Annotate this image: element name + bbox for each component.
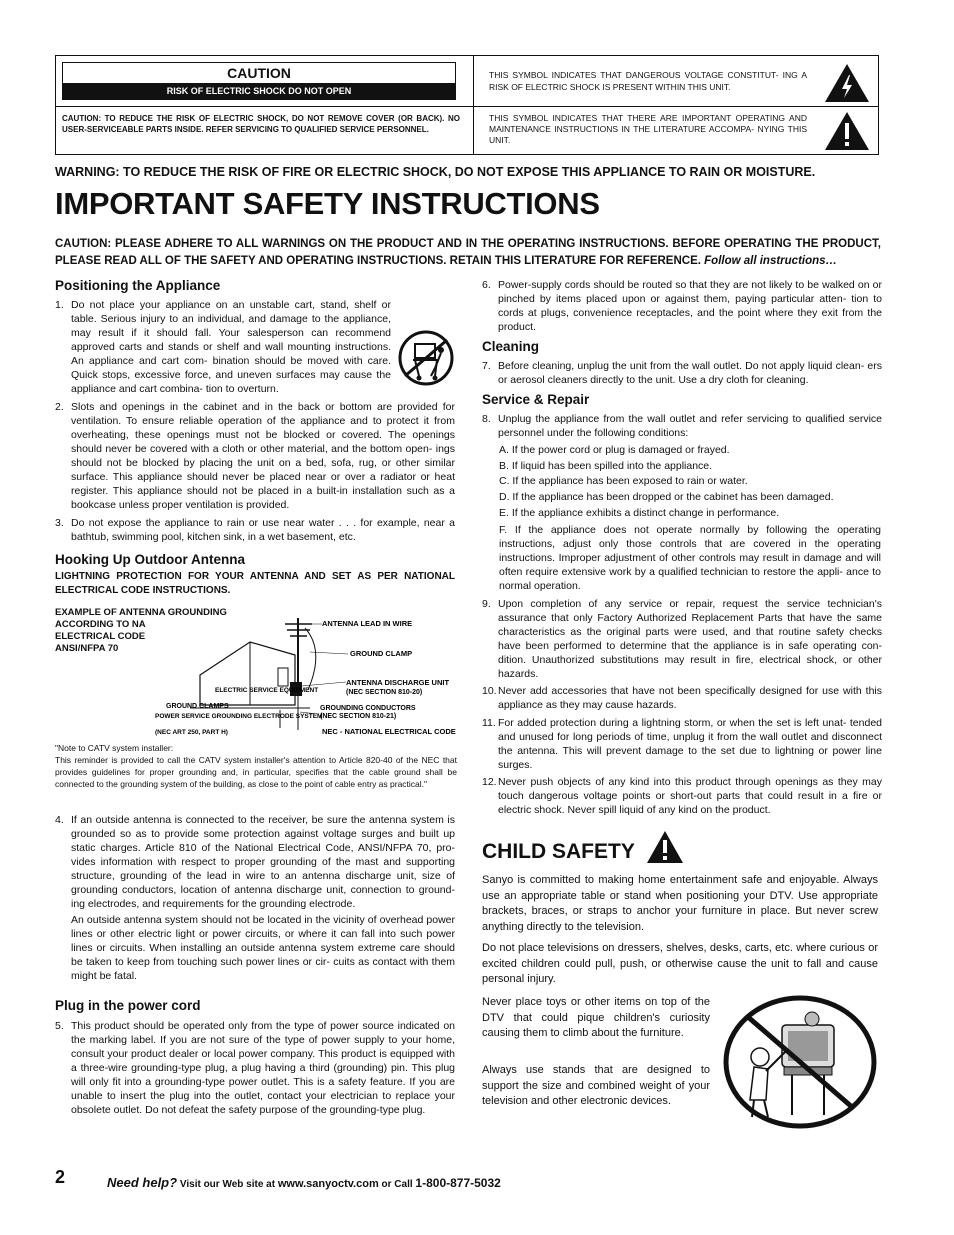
exclamation-triangle-icon — [646, 830, 684, 864]
sub-item: B. If liquid has been spilled into the appliance. — [499, 460, 713, 472]
cart-warning-icon — [397, 328, 455, 388]
list-item — [482, 716, 882, 772]
sub-item: D. If the appliance has been dropped or the cabinet has been damaged. — [499, 491, 834, 503]
label-nec1: (NEC SECTION 810-20) — [346, 689, 423, 696]
child-paragraph: Do not place televisions on dressers, shelves, desks, carts, etc. where curious or excited children could pull, push, or otherwise cause the unit to fall and cause personal injury. — [482, 942, 878, 985]
item-number: 12. — [482, 776, 497, 788]
caution-title: CAUTION — [227, 65, 291, 81]
list-item — [482, 278, 882, 334]
item-text: Do not expose the appliance to rain or use near water . . . for example, near a bathtub, swimming pool, kitchen sink, in a wet basement, etc. — [71, 517, 455, 543]
list-item — [482, 412, 882, 440]
exclamation-triangle-icon — [823, 110, 871, 152]
example-block: EXAMPLE OF ANTENNA GROUNDING ACCORDING TO NA ELECTRICAL CODE ANSI/NFPA 70 — [55, 607, 227, 654]
antenna-grounding-diagram — [150, 610, 460, 740]
cleaning-heading: Cleaning — [482, 339, 540, 354]
item-text: Never add accessories that have not been specifically designed for use with this appliance as they may cause hazards. — [498, 685, 882, 711]
label-ground-clamps: GROUND CLAMPS — [166, 703, 229, 710]
antenna-heading: Hooking Up Outdoor Antenna — [55, 552, 245, 567]
list-item — [482, 597, 882, 681]
lightning-triangle-icon — [823, 62, 871, 104]
caution-bar: RISK OF ELECTRIC SHOCK DO NOT OPEN — [63, 83, 455, 99]
power-heading: Plug in the power cord — [55, 998, 201, 1013]
item-number: 6. — [482, 279, 491, 291]
caution-label-box — [62, 62, 456, 100]
label-electric: ELECTRIC SERVICE EQUIPMENT — [215, 687, 319, 694]
positioning-heading: Positioning the Appliance — [55, 278, 221, 293]
caution-divider-horizontal — [56, 106, 878, 107]
symbol2-text: THIS SYMBOL INDICATES THAT THERE ARE IMPORTANT OPERATING AND MAINTENANCE INSTRUCTIONS IN THE LITERATURE ACCOMPA- NYING THIS UNIT. — [489, 113, 807, 145]
caution-box — [55, 55, 879, 155]
help-footer — [107, 1175, 501, 1190]
sub-item: F. If the appliance does not operate normally by following the operating instructions, adjust only those controls that are covered in the operating instructions. Improper adjustment of other controls may result in damage and will often require extensive work by a qualified technician to restore the appli- ance to normal operation. — [499, 524, 881, 592]
symbol1-text: THIS SYMBOL INDICATES THAT DANGEROUS VOLTAGE CONSTITUT- ING A RISK OF ELECTRIC SHOCK IS PRESENT WITHIN THIS UNIT. — [489, 70, 807, 92]
label-grounding-conductors: GROUNDING CONDUCTORS — [320, 705, 416, 712]
child-paragraph: Always use stands that are designed to support the size and combined weight of your television and other electronic devices. — [482, 1064, 710, 1107]
item-number: 5. — [55, 1020, 64, 1032]
service-heading: Service & Repair — [482, 392, 590, 407]
item-text: This product should be operated only from the type of power source indicated on the marking label. If you are not sure of the type of power supply to your home, consult your product dealer or local power company. This product is equipped with a three-wire grounding-type plug, a plug having a third (grounding) pin. This plug will only fit into a grounding-type power outlet. This is a safety feature. If you are unable to insert the plug into the outlet, contact your electrician to replace your obsolete outlet. Do not defeat the safety purpose of the grounding-type plug. — [71, 1020, 455, 1116]
label-nec2: (NEC SECTION 810-21) — [320, 713, 397, 720]
label-nec: NEC - NATIONAL ELECTRICAL CODE — [322, 727, 456, 736]
list-item — [482, 775, 882, 817]
item-text: For added protection during a lightning storm, or when the set is left unat- tended and unused for long periods of time, unplug it from the wall outlet and disconnect the antenna. This will prevent damage to the set due to lightning or power line surges. — [498, 717, 882, 771]
item-number: 3. — [55, 517, 64, 529]
item-text: Upon completion of any service or repair, request the service technician's assurance that only Factory Authorized Replacement Parts that have the same characteristics as the original parts were used, and that routine safety checks have been performed to determine that the appliance is in safe operating con- dition. Unauthorized substitutions may result in fire, electrical shock, or other hazards. — [498, 598, 882, 680]
catv-note: "Note to CATV system installer: This reminder is provided to call the CATV system installer's attention to Article 820-40 of the NEC that provides guidelines for proper grounding and, in particular, specifies that the cable ground shall be connected to the grounding system of the building, as close to the point of cable entry as practical." — [55, 743, 457, 789]
item-text: If an outside antenna is connected to the receiver, be sure the antenna system is grounded so as to provide some protection against voltage surges and built up static charges. Article 810 of the National Electrical Code, ANSI/NFPA 70, pro- vides information with respect to proper grounding of the mast and supporting structure, grounding of the lead in wire to an antenna discharge unit, size of grounding conductors, location of antenna discharge unit, connection to ground- ing electrodes, and requirements for the grounding electrode. — [71, 814, 455, 910]
item-number: 8. — [482, 413, 491, 425]
item-number: 9. — [482, 598, 491, 610]
need-help-text: Need help? — [107, 1175, 178, 1190]
item-number: 1. — [55, 299, 64, 311]
list-item — [55, 516, 455, 544]
list-item — [482, 359, 882, 387]
caution-text: CAUTION: TO REDUCE THE RISK OF ELECTRIC SHOCK, DO NOT REMOVE COVER (OR BACK). NO USER-SERVICEABLE PARTS INSIDE. REFER SERVICING TO QUALIFIED SERVICE PERSONNEL. — [62, 114, 460, 134]
label-power-service: POWER SERVICE GROUNDING ELECTRODE SYSTEM — [155, 713, 323, 720]
warning-line: WARNING: TO REDUCE THE RISK OF FIRE OR ELECTRIC SHOCK, DO NOT EXPOSE THIS APPLIANCE TO RAIN OR MOISTURE. — [55, 165, 816, 179]
intro-main: CAUTION: PLEASE ADHERE TO ALL WARNINGS ON THE PRODUCT AND IN THE OPERATING INSTRUCTIONS. BEFORE OPERATING THE PRODUCT, PLEASE READ ALL OF THE SAFETY AND OPERATING INSTRUCTIONS. RETAIN THIS LITERATURE FOR REFERENCE. — [55, 238, 881, 267]
item-text: Do not place your appliance on an unstable cart, stand, shelf or table. Serious injury to an individual, and damage to the appliance, may result if it should fall. Your salesperson can recommend approved carts and stands or shelf and wall mounting instructions. An appliance and cart com- bination should be moved with care. Quick stops, excessive force, and uneven surfaces may cause the appliance and cart combina- tion to overturn. — [71, 298, 455, 396]
website-link[interactable]: www.sanyoctv.com — [277, 1178, 379, 1190]
or-call-text: or Call — [381, 1179, 413, 1190]
child-paragraph: Never place toys or other items on top of the DTV that could pique children's curiosity causing them to climb about the furniture. — [482, 996, 710, 1039]
list-item — [55, 298, 455, 396]
item-number: 11. — [482, 717, 496, 729]
list-item — [55, 400, 455, 512]
sub-item: C. If the appliance has been exposed to rain or water. — [499, 475, 748, 487]
caution-divider-vertical — [473, 56, 474, 154]
item-text: Power-supply cords should be routed so that they are not likely to be walked on or pinched by items placed upon or against them, paying particular atten- tion to cords at plugs, convenience receptacles, and the point where they exit from the product. — [498, 279, 882, 333]
intro-text — [55, 236, 881, 270]
page-number: 2 — [55, 1167, 66, 1187]
item-number: 4. — [55, 814, 64, 826]
list-item — [55, 813, 455, 983]
label-ground-clamp: GROUND CLAMP — [350, 649, 413, 658]
item-number: 2. — [55, 401, 64, 413]
phone-number: 1-800-877-5032 — [415, 1176, 501, 1190]
child-paragraph: Sanyo is committed to making home entertainment safe and enjoyable. Always use an appropriate table or stand when positioning your DTV. Use appropriate brackets, braces, or straps to anchor your furniture in place. But never screw anything directly to the television. — [482, 874, 878, 933]
intro-italic: Follow all instructions… — [704, 255, 838, 267]
no-climbing-icon — [720, 995, 880, 1130]
page-title: IMPORTANT SAFETY INSTRUCTIONS — [55, 186, 600, 221]
lightning-text: LIGHTNING PROTECTION FOR YOUR ANTENNA AND SET AS PER NATIONAL ELECTRICAL CODE INSTRUCTIONS. — [55, 571, 455, 596]
item-text: Before cleaning, unplug the unit from the wall outlet. Do not apply liquid clean- ers or aerosol cleaners directly to the unit. Use a dry cloth for cleaning. — [498, 360, 882, 386]
label-discharge: ANTENNA DISCHARGE UNIT — [346, 678, 450, 687]
label-antenna-lead: ANTENNA LEAD IN WIRE — [322, 619, 413, 628]
item-text: Never push objects of any kind into this product through openings as they may touch dangerous voltage points or short-out parts that could result in a fire or electric shock. Never spill liquid of any kind on the product. — [498, 776, 882, 816]
visit-text: Visit our Web site at — [179, 1179, 276, 1190]
list-item — [55, 1019, 455, 1117]
item-number: 10. — [482, 685, 497, 697]
list-item — [482, 684, 882, 712]
item-number: 7. — [482, 360, 491, 372]
item-text: An outside antenna system should not be located in the vicinity of overhead power lines or other electric light or power circuits, or where it can fall into such power lines or circuits. When installing an outside antenna system extreme care should be taken to keep from touching such power lines or cir- cuits as contact with them might be fatal. — [71, 914, 455, 982]
item-text: Unplug the appliance from the wall outlet and refer servicing to qualified service personnel under the following conditions: — [498, 413, 882, 439]
label-nec3: (NEC ART 250, PART H) — [155, 729, 228, 736]
sub-item: E. If the appliance exhibits a distinct change in performance. — [499, 507, 780, 519]
child-safety-heading: CHILD SAFETY — [482, 840, 635, 863]
sub-item: A. If the power cord or plug is damaged or frayed. — [499, 444, 730, 456]
item-text: Slots and openings in the cabinet and in the back or bottom are provided for ventilation. To ensure reliable operation of the appliance and to protect it from overheating, these openings must not be blocked or covered. The openings should never be covered with a cloth or other material, and the bottom open- ings should not be blocked by placing the unit on a bed, sofa, rug, or other similar surface. This appliance should never be placed near or over a radiator or heat register. This appliance should not be placed in a built-in installation such as a bookcase unless proper ventilation is provided. — [71, 401, 455, 511]
